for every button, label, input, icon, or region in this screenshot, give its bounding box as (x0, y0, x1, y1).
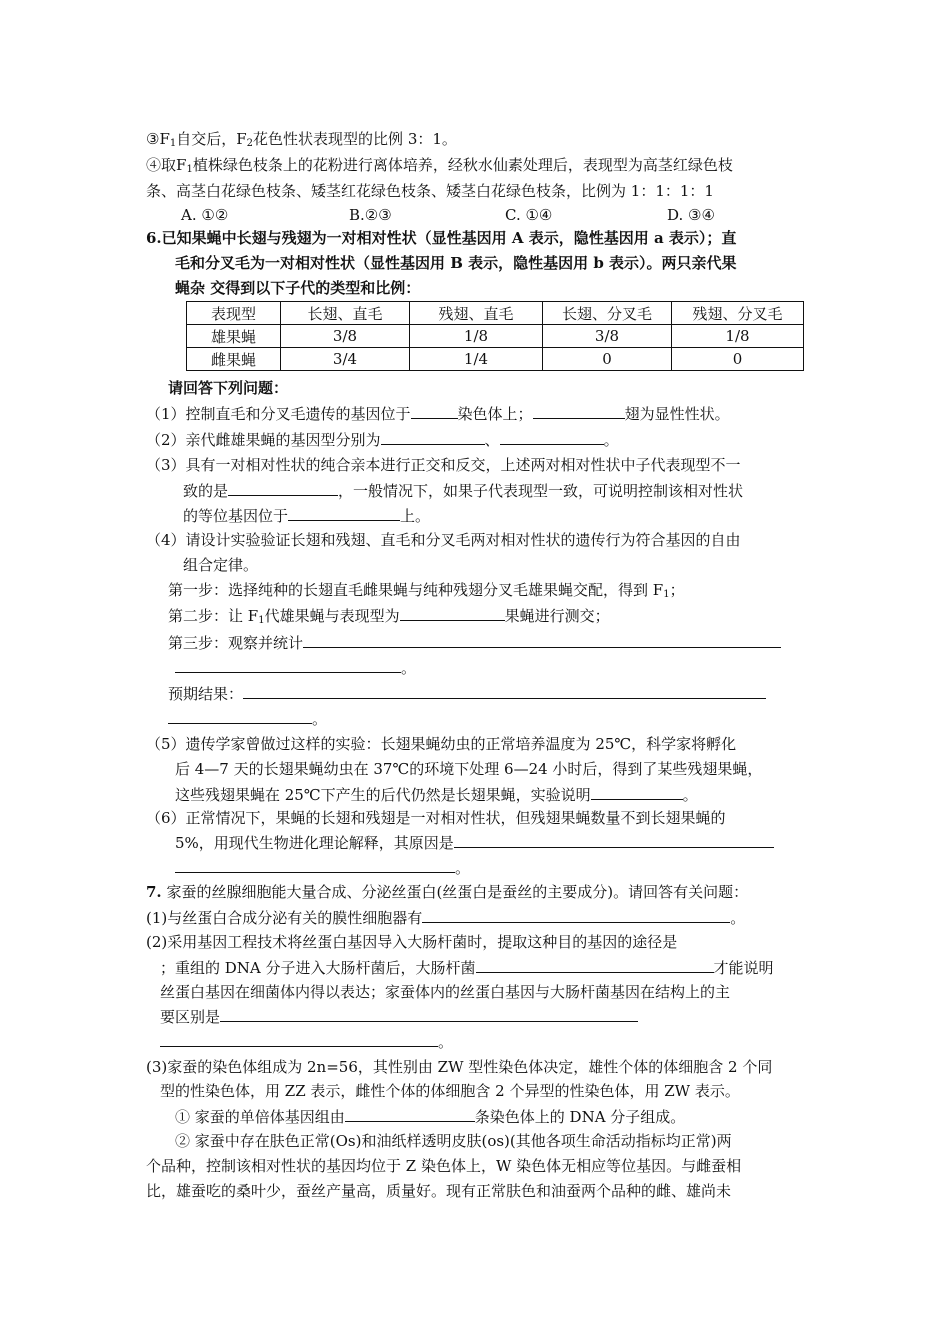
q5-statement-4-cont: 条、高茎白花绿色枝条、矮茎红花绿色枝条、矮茎白花绿色枝条，比例为 1：1：1：1 (146, 182, 714, 200)
option-b: B.②③ (349, 206, 392, 224)
table-cell: 3/8 (281, 325, 410, 348)
q6-step-3-cont: 。 (175, 657, 416, 678)
q7-part-2-line5: 。 (160, 1031, 453, 1052)
table-header: 长翅、直毛 (281, 302, 410, 325)
table-row (187, 325, 804, 348)
q7-part-3-line1: (3)家蚕的染色体组成为 2n=56，其性别由 ZW 型性染色体决定，雄性个体的体细胞含 2 个同 (146, 1058, 773, 1076)
table-cell: 雌果蝇 (187, 348, 281, 371)
blank[interactable] (422, 907, 730, 923)
q7-part-2-line2: ；重组的 DNA 分子进入大肠杆菌后，大肠杆菌 才能说明 (160, 959, 774, 977)
blank[interactable] (160, 1031, 438, 1047)
q6-part-3-line1: （3）具有一对相对性状的纯合亲本进行正交和反交，上述两对相对性状中子代表现型不一 (146, 456, 741, 474)
table-cell: 雄果蝇 (187, 325, 281, 348)
q7-part-3-item2-line1: ② 家蚕中存在肤色正常(Os)和油纸样透明皮肤(os)(其他各项生命活动指标均正常)两 (175, 1132, 732, 1150)
blank[interactable] (220, 1006, 638, 1022)
q6-part-3-line2: 致的是 ，一般情况下，如果子代表现型一致，可说明控制该相对性状 (183, 482, 744, 500)
q6-expected-result: 预期结果： (168, 683, 766, 704)
q6-part-5-line3: 这些残翅果蝇在 25℃下产生的后代仍然是长翅果蝇，实验说明 。 (175, 786, 698, 804)
q7-part-2-line4: 要区别是 (160, 1006, 638, 1027)
q7-part-1: (1)与丝蛋白合成分泌有关的膜性细胞器有 。 (146, 909, 746, 927)
q6-part-6-line3: 。 (175, 857, 470, 878)
q6-part-1: （1）控制直毛和分叉毛遗传的基因位于 染色体上； 翅为显性性状。 (146, 405, 730, 423)
table-header: 长翅、分叉毛 (543, 302, 672, 325)
blank[interactable] (168, 708, 312, 724)
q7-part-3-line2: 型的性染色体，用 ZZ 表示，雌性个体的体细胞含 2 个异型的性染色体，用 ZW 表示。 (160, 1082, 740, 1100)
q6-part-3-line3: 的等位基因位于 上。 (183, 507, 431, 525)
q6-step-3: 第三步：观察并统计 (168, 632, 781, 653)
table-header-row (187, 302, 804, 325)
blank[interactable] (381, 429, 485, 445)
offspring-table (186, 301, 804, 371)
q6-part-5-line2: 后 4—7 天的长翅果蝇幼虫在 37℃的环境下处理 6—24 小时后，得到了某些残翅果蝇， (175, 760, 763, 778)
blank[interactable] (288, 505, 400, 521)
option-d: D. ③④ (667, 206, 715, 224)
q6-part-2: （2）亲代雌雄果蝇的基因型分别为 、 。 (146, 431, 619, 449)
blank[interactable] (345, 1106, 475, 1122)
q6-step-2: 第二步：让 $F_1$代雄果蝇与表现型为 果蝇进行测交； (168, 607, 610, 626)
q7-part-3-item2-line3: 比，雄蚕吃的桑叶少，蚕丝产量高，质量好。现有正常肤色和油蚕两个品种的雌、雄尚未 (146, 1182, 732, 1200)
option-a: A. ①② (181, 206, 229, 224)
q7-part-2-line1: (2)采用基因工程技术将丝蛋白基因导入大肠杆菌时，提取这种目的基因的途径是 (146, 933, 678, 951)
q6-part-4-line1: （4）请设计实验验证长翅和残翅、直毛和分叉毛两对相对性状的遗传行为符合基因的自由 (146, 531, 741, 549)
table-cell: 3/4 (281, 348, 410, 371)
q6-stem-line3: 蝇杂 交得到以下子代的类型和比例： (175, 279, 421, 297)
blank[interactable] (454, 832, 774, 848)
blank[interactable] (303, 632, 781, 648)
blank[interactable] (591, 784, 683, 800)
blank[interactable] (476, 957, 714, 973)
table-cell: 1/8 (410, 325, 543, 348)
table-cell: 1/8 (672, 325, 804, 348)
q6-stem-line2: 毛和分叉毛为一对相对性状（显性基因用 B 表示，隐性基因用 b 表示）。两只亲代果 (175, 254, 737, 272)
blank[interactable] (243, 683, 766, 699)
table-cell: 1/4 (410, 348, 543, 371)
option-c: C. ①④ (505, 206, 553, 224)
table-cell: 0 (672, 348, 804, 371)
blank[interactable] (400, 605, 505, 621)
blank[interactable] (500, 429, 604, 445)
q7-part-2-line3: 丝蛋白基因在细菌体内得以表达；家蚕体内的丝蛋白基因与大肠杆菌基因在结构上的主 (160, 983, 731, 1001)
table-row (187, 348, 804, 371)
table-cell: 0 (543, 348, 672, 371)
table-header: 残翅、分叉毛 (672, 302, 804, 325)
q6-stem-line1: 6.已知果蝇中长翅与残翅为一对相对性状（显性基因用 A 表示，隐性基因用 a 表示）；直 (146, 229, 737, 247)
q6-part-6-line1: （6）正常情况下，果蝇的长翅和残翅是一对相对性状，但残翅果蝇数量不到长翅果蝇的 (146, 809, 726, 827)
blank[interactable] (175, 857, 455, 873)
q6-part-6-line2: 5%，用现代生物进化理论解释，其原因是 (175, 832, 774, 853)
table-cell: 3/8 (543, 325, 672, 348)
q6-step-1: 第一步：选择纯种的长翅直毛雌果蝇与纯种残翅分叉毛雄果蝇交配，得到 $F_1$； (168, 581, 685, 600)
blank[interactable] (533, 403, 625, 419)
blank[interactable] (411, 403, 458, 419)
blank[interactable] (175, 657, 401, 673)
q6-part-5-line1: （5）遗传学家曾做过这样的实验：长翅果蝇幼虫的正常培养温度为 25℃，科学家将孵化 (146, 735, 737, 753)
q7-part-3-item1: ① 家蚕的单倍体基因组由 条染色体上的 DNA 分子组成。 (175, 1108, 686, 1126)
q5-statement-3: $③F_1$自交后，$F_2$花色性状表现型的比例 3：1。 (146, 130, 457, 149)
q5-statement-4: ④取$F_1$植株绿色枝条上的花粉进行离体培养，经秋水仙素处理后，表现型为高茎红绿色枝 (146, 156, 733, 175)
table-header: 表现型 (187, 302, 281, 325)
q6-prompt: 请回答下列问题： (168, 379, 289, 397)
q7-part-3-item2-line2: 个品种，控制该相对性状的基因均位于 Z 染色体上，W 染色体无相应等位基因。与雌蚕相 (146, 1157, 742, 1175)
q6-expected-result-cont: 。 (168, 708, 327, 729)
q7-stem: 7. 家蚕的丝腺细胞能大量合成、分泌丝蛋白(丝蛋白是蚕丝的主要成分)。请回答有关问题： (146, 883, 749, 901)
table-header: 残翅、直毛 (410, 302, 543, 325)
q6-part-4-line2: 组合定律。 (183, 556, 259, 574)
blank[interactable] (228, 480, 338, 496)
